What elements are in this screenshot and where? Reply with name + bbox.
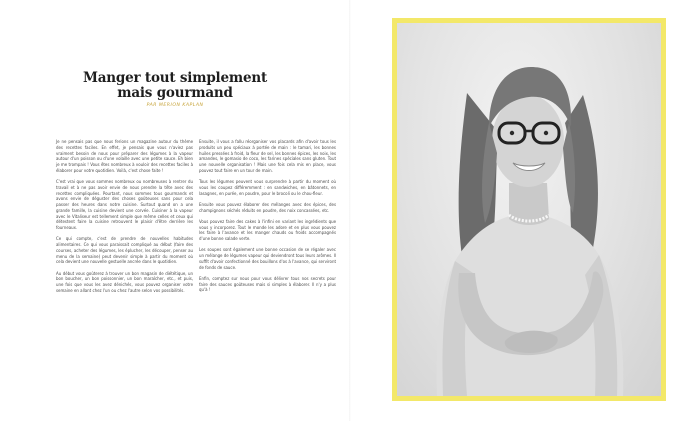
paragraph: Ensuite, il vous a fallu réorganiser vos placards afin d'avoir tous les produits un peu spéciaux à portée de main : le tamari, les bonnes huiles pressées à froid, la fleur de sel, les bonnes épices, les noix, les amandes, le gomasio de coco, les farines spéciales sans gluten. Tout une nouvelle organisation ! Mais une fois cela mis en place, vous pouvez tout faire en un tour de main. [199,139,336,173]
text-column-1 [56,139,193,299]
paragraph: Tous les légumes peuvent vous surprendre à partir du moment où vous les coupez différemment : en sandwiches, en bâtonnets, en lasagnes, en purée, en poudre, pour le brocoli ou le chou-fleur. [199,179,336,196]
article-title [60,71,290,101]
right-page [351,0,700,421]
article-title-line-1: Manger tout simplement [82,70,268,86]
paragraph: Ce qui compte, c'est de prendre de nouvelles habitudes alimentaires. Ce qui vous paraissait compliqué au début (faire des courses, acheter des légumes, les éplucher, les découper, penser au menu de la semaine) peut devenir simple à partir du moment où cela devient une nouvelle gestuelle ancrée dans le quotidien. [56,236,193,265]
author-portrait-photo [397,23,661,396]
article-title-line-2: mais gourmand [117,85,233,101]
photo-frame [392,18,666,401]
paragraph: Je ne pensais pas que nous ferions un magazine autour du thème des recettes faciles. En effet, je pensais que vous n'aviez pas vraiment besoin de nous pour préparer des légumes à la vapeur autour d'un poisson ou d'une volaille avec une petite sauce. Eh bien je me trompais ! Vous êtes nombreux à vouloir des recettes faciles à élaborer pour votre quotidien. Voilà, c'est chose faite ! [56,139,193,173]
paragraph: Au début vous goûterez à trouver un bon magasin de diététique, un bon boucher, un bon poissonnier, un bon maraîcher, etc., et puis, une fois que vous les avez dénichés, vous pouvez organiser votre semaine en allant chez l'un ou chez l'autre selon vos possibilités. [56,270,193,293]
paragraph: Ensuite vous pouvez élaborer des mélanges avec des épices, des champignons séchés réduits en poudre, des noix concassées, etc. [199,201,336,213]
paragraph: C'est vrai que vous sommes nombreux ou nombreuses à rentrer du travail et à ne pas avoir envie de nous prendre la tête avec des recettes compliquées. Pourtant, nous sommes tous gourmands et avons envie de déguster des choses goûteuses sans pour cela passer des heures dans notre cuisine. Surtout quand on a une grande famille, la cuisine devient une corvée. Cuisiner à la vapeur avec le Vitaliseur est tellement simple que même celles et ceux qui détestent faire la cuisine retrouvent le plaisir d'être derrière les fourneaux. [56,179,193,230]
paragraph: Les soupes sont également une bonne occasion de se régaler avec un mélange de légumes vapeur qui deviendront tous leurs arômes. Il suffit d'avoir confectionné des bouillons d'os à l'avance, qui serviront de fonds de sauce. [199,247,336,270]
portrait-illustration [397,23,661,396]
paragraph: Vous pouvez faire des cakes à l'infini en variant les ingrédients que vous y incorporez. Tout le monde les adore et en plus vous pouvez les faire à l'avance et les manger chauds ou froids accompagnés d'une bonne salade verte. [199,218,336,241]
paragraph: Enfin, comptez sur nous pour vous délivrer tous nos secrets pour faire des sauces goûteuses mais si simples à élaborer. Il n'y a plus qu'à ! [199,275,336,293]
text-column-2 [199,139,336,299]
article-byline: PAR MERION KAPLAN [146,103,204,108]
